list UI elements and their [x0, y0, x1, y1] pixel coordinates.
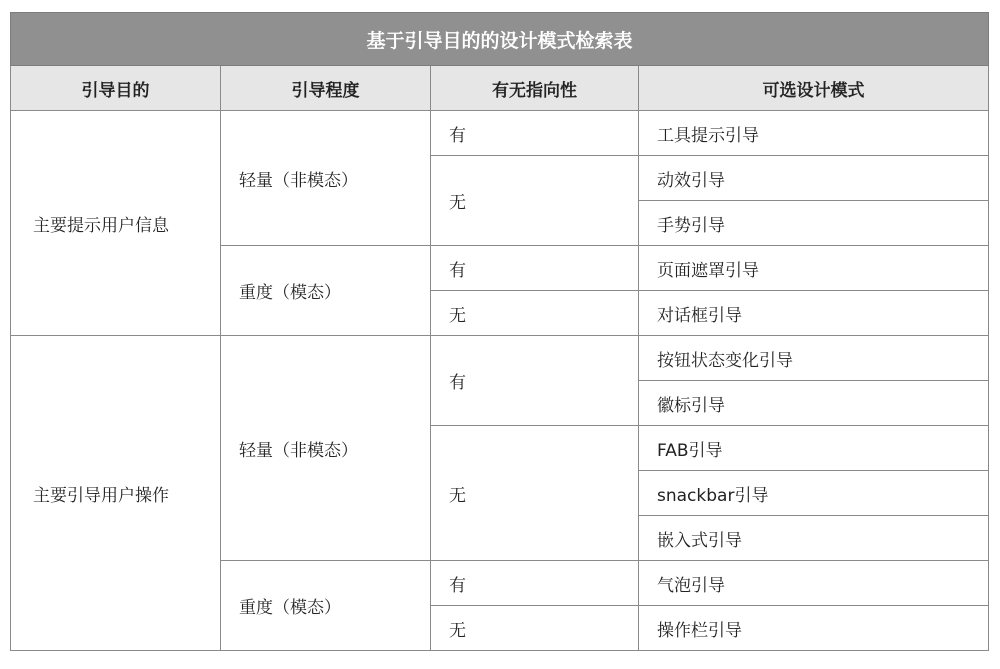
pattern-cell: 按钮状态变化引导 — [639, 336, 989, 381]
pattern-cell: 嵌入式引导 — [639, 516, 989, 561]
pattern-cell: 动效引导 — [639, 156, 989, 201]
table-row — [11, 111, 989, 156]
pattern-cell: 对话框引导 — [639, 291, 989, 336]
pattern-cell: FAB引导 — [639, 426, 989, 471]
header-direction: 有无指向性 — [431, 66, 639, 111]
header-degree: 引导程度 — [221, 66, 431, 111]
pattern-cell: 手势引导 — [639, 201, 989, 246]
direction-cell: 有 — [431, 561, 639, 606]
pattern-cell: 气泡引导 — [639, 561, 989, 606]
pattern-cell: 操作栏引导 — [639, 606, 989, 651]
direction-cell: 有 — [431, 111, 639, 156]
degree-cell: 轻量（非模态） — [221, 336, 431, 561]
pattern-cell: 工具提示引导 — [639, 111, 989, 156]
title-row — [11, 13, 989, 66]
direction-cell: 无 — [431, 426, 639, 561]
direction-cell: 无 — [431, 291, 639, 336]
table-title: 基于引导目的的设计模式检索表 — [11, 13, 989, 66]
purpose-cell: 主要提示用户信息 — [11, 111, 221, 336]
pattern-cell: 徽标引导 — [639, 381, 989, 426]
degree-cell: 重度（模态） — [221, 561, 431, 651]
degree-cell: 重度（模态） — [221, 246, 431, 336]
header-patterns: 可选设计模式 — [639, 66, 989, 111]
degree-cell: 轻量（非模态） — [221, 111, 431, 246]
direction-cell: 有 — [431, 336, 639, 426]
direction-cell: 无 — [431, 156, 639, 246]
header-purpose: 引导目的 — [11, 66, 221, 111]
direction-cell: 无 — [431, 606, 639, 651]
pattern-cell: snackbar引导 — [639, 471, 989, 516]
header-row — [11, 66, 989, 111]
table-row — [11, 336, 989, 381]
direction-cell: 有 — [431, 246, 639, 291]
design-pattern-table-container — [10, 12, 988, 651]
purpose-cell: 主要引导用户操作 — [11, 336, 221, 651]
design-pattern-table — [10, 12, 989, 651]
pattern-cell: 页面遮罩引导 — [639, 246, 989, 291]
